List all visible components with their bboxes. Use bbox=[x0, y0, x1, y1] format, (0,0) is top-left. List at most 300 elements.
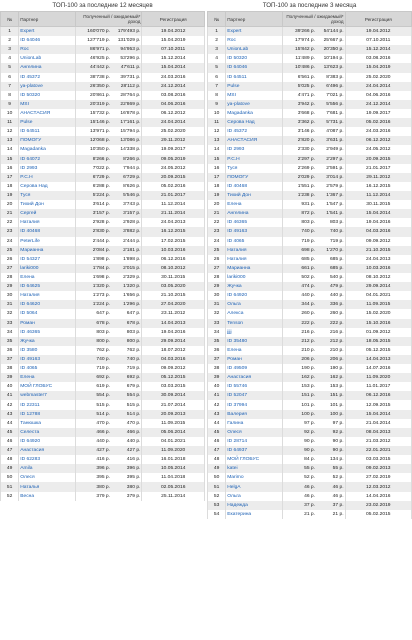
rank-cell: 26 bbox=[208, 255, 226, 264]
partner-link[interactable]: ID 37994 bbox=[226, 400, 283, 409]
registration-date: 08.10.2012 bbox=[345, 273, 411, 282]
registration-date: 04.06.2016 bbox=[142, 100, 205, 109]
received-income: 740 p. bbox=[96, 356, 110, 362]
partner-link[interactable]: ID 40468 bbox=[226, 182, 283, 191]
expected-income: 479 p. bbox=[329, 284, 344, 290]
rank-cell: 49 bbox=[1, 464, 19, 473]
expected-income: 466 p. bbox=[126, 429, 141, 435]
expected-income: 47'611 p. bbox=[120, 65, 141, 71]
received-income: 762 p. bbox=[96, 347, 110, 353]
partner-link[interactable]: ID 4065 bbox=[19, 364, 76, 373]
rank-cell: 12 bbox=[1, 127, 19, 136]
partner-link[interactable]: ID 22311 bbox=[19, 400, 76, 409]
received-income: 470 p. bbox=[96, 420, 110, 426]
partner-link[interactable]: Анастасия bbox=[19, 446, 76, 455]
table-row bbox=[1, 100, 205, 109]
received-income: 2'297 p. bbox=[297, 156, 315, 162]
registration-date: 24.03.2016 bbox=[142, 73, 205, 82]
expected-income: 719 p. bbox=[329, 238, 344, 244]
partner-link[interactable]: Олеся bbox=[226, 428, 283, 437]
table-row bbox=[208, 437, 412, 446]
rank-cell: 21 bbox=[208, 209, 226, 218]
table-row bbox=[1, 145, 205, 154]
expected-income: 46 p. bbox=[332, 493, 344, 499]
partner-link[interactable]: Марианна bbox=[19, 246, 76, 255]
expected-income: 5'731 p. bbox=[326, 120, 344, 126]
partner-link[interactable]: Roc bbox=[226, 36, 283, 45]
income-cell bbox=[76, 191, 142, 200]
partner-link[interactable]: jjjj bbox=[226, 328, 283, 337]
rank-cell: 8 bbox=[1, 91, 19, 100]
expected-income: 803 p. bbox=[126, 329, 141, 335]
registration-date: 24.04.2013 bbox=[345, 255, 411, 264]
partner-link[interactable]: Ангелина bbox=[19, 63, 76, 72]
income-cell bbox=[76, 355, 142, 364]
partner-link[interactable]: MSI bbox=[226, 91, 283, 100]
rank-cell: 2 bbox=[208, 36, 226, 45]
registration-date: 29.11.2012 bbox=[345, 173, 411, 182]
rank-cell: 31 bbox=[208, 300, 226, 309]
rank-cell: 17 bbox=[1, 173, 19, 182]
expected-income: 22'869 p. bbox=[120, 101, 141, 107]
partner-link[interactable]: Наталья bbox=[19, 482, 76, 491]
income-cell bbox=[283, 501, 346, 510]
partner-link[interactable]: ID 49509 bbox=[226, 364, 283, 373]
registration-date: 11.12.2014 bbox=[345, 191, 411, 200]
partner-link[interactable]: Весна bbox=[19, 492, 76, 501]
partner-link[interactable]: ID 35480 bbox=[226, 337, 283, 346]
income-cell bbox=[283, 319, 346, 328]
expected-income: 53'296 p. bbox=[120, 56, 141, 62]
table-row bbox=[208, 273, 412, 282]
partner-link[interactable]: Серова Над bbox=[226, 118, 283, 127]
partner-link[interactable]: Magadanka bbox=[226, 109, 283, 118]
partner-link[interactable]: Наталия bbox=[226, 255, 283, 264]
table-row bbox=[1, 355, 205, 364]
rank-cell: 45 bbox=[1, 428, 19, 437]
table-row bbox=[208, 191, 412, 200]
partner-link[interactable]: Олеся bbox=[19, 473, 76, 482]
partner-link[interactable]: ID 64620 bbox=[19, 300, 76, 309]
partner-link[interactable]: Алекса bbox=[226, 309, 283, 318]
top100-3-months-panel bbox=[207, 0, 412, 519]
table-row bbox=[208, 27, 412, 37]
partner-link[interactable]: Ангелина bbox=[226, 209, 283, 218]
registration-date: 16.12.2015 bbox=[142, 227, 205, 236]
partner-link[interactable]: ID 28714 bbox=[226, 437, 283, 446]
registration-date: 22.01.2021 bbox=[345, 446, 411, 455]
rank-cell: 37 bbox=[1, 355, 19, 364]
income-cell bbox=[283, 492, 346, 501]
ranking-table-12-months bbox=[0, 11, 205, 501]
rank-cell: 40 bbox=[208, 382, 226, 391]
partner-link[interactable]: ID 64072 bbox=[19, 155, 76, 164]
partner-link[interactable]: Pulse bbox=[19, 118, 76, 127]
received-income: 3'668 p. bbox=[297, 111, 315, 117]
table-row bbox=[208, 63, 412, 72]
received-income: 190 p. bbox=[301, 366, 315, 372]
registration-date: 18.05.2015 bbox=[345, 337, 411, 346]
registration-date: 24.04.2014 bbox=[345, 82, 411, 91]
received-income: 396 p. bbox=[96, 466, 110, 472]
table-row bbox=[208, 382, 412, 391]
partner-link[interactable]: Жучка bbox=[226, 282, 283, 291]
table-row bbox=[208, 510, 412, 519]
received-income: 15'146 p. bbox=[90, 120, 110, 126]
partner-link[interactable]: Анастасия bbox=[226, 373, 283, 382]
table-row bbox=[208, 482, 412, 491]
partner-link[interactable]: Роман bbox=[226, 355, 283, 364]
rank-cell: 11 bbox=[208, 118, 226, 127]
income-cell bbox=[283, 473, 346, 482]
received-income: 162 p. bbox=[301, 375, 315, 381]
partner-link[interactable]: P.C.H bbox=[19, 173, 76, 182]
registration-date: 29.11.2012 bbox=[142, 136, 205, 145]
registration-date: 24.05.2012 bbox=[345, 145, 411, 154]
partner-link[interactable]: ПОМОГУ bbox=[226, 173, 283, 182]
received-income: 100 p. bbox=[301, 411, 315, 417]
expected-income: 6'496 p. bbox=[326, 83, 344, 89]
table-row bbox=[1, 446, 205, 455]
received-income: 619 p. bbox=[96, 384, 110, 390]
partner-link[interactable]: Тихий Дон bbox=[226, 191, 283, 200]
registration-date: 03.05.2020 bbox=[142, 282, 205, 291]
received-income: 872 p. bbox=[301, 211, 315, 217]
rank-cell: 29 bbox=[1, 282, 19, 291]
rank-cell: 50 bbox=[1, 473, 19, 482]
partner-link[interactable]: Magadanka bbox=[19, 145, 76, 154]
partner-link[interactable]: ID 50320 bbox=[19, 91, 76, 100]
partner-link[interactable]: ID 40468 bbox=[19, 227, 76, 236]
partner-link[interactable]: Жучка bbox=[19, 337, 76, 346]
table-row bbox=[1, 237, 205, 246]
table-row bbox=[1, 54, 205, 63]
income-cell bbox=[76, 319, 142, 328]
table-row bbox=[208, 155, 412, 164]
registration-date: 24.12.2014 bbox=[345, 100, 411, 109]
partner-link[interactable]: ID 46365 bbox=[19, 328, 76, 337]
table-row bbox=[1, 63, 205, 72]
income-cell bbox=[283, 291, 346, 300]
partner-link[interactable]: Серова Над bbox=[19, 182, 76, 191]
income-cell bbox=[76, 82, 142, 91]
table-row bbox=[1, 391, 205, 400]
registration-date: 25.02.2020 bbox=[142, 127, 205, 136]
partner-link[interactable]: ID 52047 bbox=[226, 391, 283, 400]
partner-link[interactable]: Надежда bbox=[226, 501, 283, 510]
partner-link[interactable]: ID 64046 bbox=[19, 36, 76, 45]
income-cell bbox=[76, 200, 142, 209]
partner-link[interactable]: ID 3580 bbox=[19, 346, 76, 355]
partner-link[interactable]: ya-platove bbox=[226, 100, 283, 109]
rank-cell: 10 bbox=[208, 109, 226, 118]
partner-link[interactable]: Наталия bbox=[226, 246, 283, 255]
partner-link[interactable]: Валерия bbox=[226, 410, 283, 419]
partner-link[interactable]: ID 49163 bbox=[19, 355, 76, 364]
received-income: 3'614 p. bbox=[92, 202, 110, 208]
partner-link[interactable]: ID 64920 bbox=[226, 291, 283, 300]
expected-income: 416 p. bbox=[126, 457, 141, 463]
rank-cell: 19 bbox=[1, 191, 19, 200]
partner-link[interactable]: Ольга bbox=[226, 300, 283, 309]
partner-link[interactable]: MSI bbox=[19, 100, 76, 109]
expected-income: 28'112 p. bbox=[120, 83, 141, 89]
partner-link[interactable]: ID 64511 bbox=[19, 127, 76, 136]
received-income: 216 p. bbox=[301, 329, 315, 335]
expected-income: 222 p. bbox=[329, 320, 344, 326]
rank-cell: 43 bbox=[208, 410, 226, 419]
table-row bbox=[1, 155, 205, 164]
partner-link[interactable]: Екатерина bbox=[226, 510, 283, 519]
expected-income: 685 p. bbox=[329, 265, 344, 271]
received-income: 90 p. bbox=[304, 448, 315, 454]
partner-link[interactable]: Елена bbox=[19, 273, 76, 282]
income-cell bbox=[283, 346, 346, 355]
rank-cell: 1 bbox=[1, 27, 19, 37]
expected-income: 37 p. bbox=[332, 502, 344, 508]
partner-link[interactable]: Тихий Дон bbox=[19, 200, 76, 209]
partner-link[interactable]: katei bbox=[226, 464, 283, 473]
registration-date: 11.09.2015 bbox=[345, 300, 411, 309]
partner-link[interactable]: МОЙ ГЛОБУС bbox=[226, 455, 283, 464]
partner-link[interactable]: ID 54327 bbox=[19, 255, 76, 264]
received-income: 55 p. bbox=[304, 466, 315, 472]
partner-link[interactable]: UnionLab bbox=[226, 45, 283, 54]
table-row bbox=[208, 54, 412, 63]
partner-link[interactable]: Roc bbox=[19, 45, 76, 54]
table-row bbox=[208, 428, 412, 437]
registration-date: 21.10.2015 bbox=[142, 291, 205, 300]
partner-link[interactable]: ID 12788 bbox=[19, 410, 76, 419]
registration-date: 30.11.2015 bbox=[142, 273, 205, 282]
partner-link[interactable]: webmaster7 bbox=[19, 391, 76, 400]
received-income: 101 p. bbox=[301, 402, 315, 408]
rank-cell: 28 bbox=[208, 273, 226, 282]
partner-link[interactable]: ID 49163 bbox=[226, 227, 283, 236]
registration-date: 19.04.2016 bbox=[142, 328, 205, 337]
partner-link[interactable]: Туся bbox=[226, 164, 283, 173]
partner-link[interactable]: ID 55746 bbox=[226, 382, 283, 391]
income-cell bbox=[283, 273, 346, 282]
rank-cell: 9 bbox=[208, 100, 226, 109]
partner-link[interactable]: ID 64511 bbox=[226, 73, 283, 82]
received-income: 2'330 p. bbox=[297, 147, 315, 153]
rank-cell: 4 bbox=[208, 54, 226, 63]
partner-link[interactable]: ID 45372 bbox=[19, 73, 76, 82]
registration-date: 21.03.2012 bbox=[345, 437, 411, 446]
expected-income: 2'181 p. bbox=[123, 247, 141, 253]
table-row bbox=[1, 73, 205, 82]
expected-income: 2'949 p. bbox=[326, 147, 344, 153]
registration-date: 21.01.2017 bbox=[345, 164, 411, 173]
registration-date: 17.02.2015 bbox=[142, 237, 205, 246]
received-income: 13'971 p. bbox=[90, 129, 110, 135]
rank-cell: 15 bbox=[208, 155, 226, 164]
received-income: 97 p. bbox=[304, 420, 315, 426]
partner-link[interactable]: P.C.H bbox=[226, 155, 283, 164]
expected-income: 800 p. bbox=[126, 338, 141, 344]
received-income: 554 p. bbox=[96, 393, 110, 399]
rank-cell: 18 bbox=[1, 182, 19, 191]
table-row bbox=[1, 91, 205, 100]
table-header-row bbox=[208, 12, 412, 27]
partner-link[interactable]: ID 50320 bbox=[226, 54, 283, 63]
expected-income: 1'367 p. bbox=[326, 193, 344, 199]
expected-income: 440 p. bbox=[126, 438, 141, 444]
partner-link[interactable]: Ольга bbox=[226, 492, 283, 501]
col-header-partner: Партнер bbox=[226, 12, 283, 27]
rank-cell: 38 bbox=[208, 364, 226, 373]
partner-link[interactable]: Pulse bbox=[226, 82, 283, 91]
expected-income: 3'631 p. bbox=[326, 138, 344, 144]
partner-link[interactable]: МОЙ ГЛОБУС bbox=[19, 382, 76, 391]
income-cell bbox=[76, 246, 142, 255]
col-header-income: Полученный / ожидаемый* доход bbox=[283, 12, 346, 27]
partner-link[interactable]: ID 64937 bbox=[226, 446, 283, 455]
partner-link[interactable]: ID 64625 bbox=[19, 282, 76, 291]
registration-date: 01.09.2012 bbox=[345, 328, 411, 337]
received-income: 1'784 p. bbox=[92, 265, 110, 271]
partner-link[interactable]: ID 4065 bbox=[226, 237, 283, 246]
registration-date: 06.12.2012 bbox=[345, 136, 411, 145]
expected-income: 179'493 p. bbox=[117, 29, 141, 35]
partner-link[interactable]: ID 64046 bbox=[226, 63, 283, 72]
registration-date: 05.02.2016 bbox=[142, 182, 205, 191]
registration-date: 15.04.2014 bbox=[345, 410, 411, 419]
partner-link[interactable]: Марианна bbox=[226, 264, 283, 273]
income-cell bbox=[76, 328, 142, 337]
table-row bbox=[1, 319, 205, 328]
rank-cell: 42 bbox=[208, 400, 226, 409]
income-cell bbox=[283, 182, 346, 191]
expected-income: 54'144 p. bbox=[323, 29, 344, 35]
partner-link[interactable]: ID 5064 bbox=[19, 309, 76, 318]
partner-link[interactable]: Роман bbox=[19, 319, 76, 328]
received-income: 678 p. bbox=[96, 320, 110, 326]
registration-date: 14.07.2016 bbox=[345, 364, 411, 373]
partner-link[interactable]: Expert bbox=[226, 27, 283, 37]
partner-link[interactable]: Наталия bbox=[19, 291, 76, 300]
table-row bbox=[1, 437, 205, 446]
partner-link[interactable]: Туся bbox=[19, 191, 76, 200]
income-cell bbox=[283, 45, 346, 54]
partner-link[interactable]: lariki000 bbox=[226, 273, 283, 282]
received-income: 685 p. bbox=[301, 256, 315, 262]
received-income: 379 p. bbox=[96, 493, 110, 499]
received-income: 46 p. bbox=[304, 493, 315, 499]
partner-link[interactable]: АНАСТАСИЯ bbox=[19, 109, 76, 118]
partner-link[interactable]: ID 2993 bbox=[226, 145, 283, 154]
rank-cell: 25 bbox=[208, 246, 226, 255]
received-income: 10'486 p. bbox=[295, 65, 315, 71]
expected-income: 1'547 p. bbox=[326, 202, 344, 208]
received-income: 46'925 p. bbox=[90, 56, 110, 62]
partner-link[interactable]: Наталия bbox=[19, 218, 76, 227]
received-income: 84 p. bbox=[304, 457, 315, 463]
partner-link[interactable]: PeterLife bbox=[19, 237, 76, 246]
partner-link[interactable]: Селеста bbox=[19, 428, 76, 437]
expected-income: 190 p. bbox=[329, 366, 344, 372]
partner-link[interactable]: ya-platove bbox=[19, 82, 76, 91]
table-row bbox=[208, 237, 412, 246]
partner-link[interactable]: Елена bbox=[226, 346, 283, 355]
received-income: 344 p. bbox=[301, 302, 315, 308]
table-row bbox=[208, 36, 412, 45]
rank-cell: 45 bbox=[208, 428, 226, 437]
rank-cell: 18 bbox=[208, 182, 226, 191]
partner-link[interactable]: Amila bbox=[19, 464, 76, 473]
income-cell bbox=[76, 218, 142, 227]
table-row bbox=[208, 346, 412, 355]
table-row bbox=[208, 100, 412, 109]
expected-income: 740 p. bbox=[126, 356, 141, 362]
table-row bbox=[1, 36, 205, 45]
partner-link[interactable]: ID 45372 bbox=[226, 127, 283, 136]
partner-link[interactable]: Marimo bbox=[226, 473, 283, 482]
partner-link[interactable]: HelgA bbox=[226, 482, 283, 491]
registration-date: 10.03.2016 bbox=[345, 264, 411, 273]
partner-link[interactable]: ID 2993 bbox=[19, 164, 76, 173]
table-row bbox=[1, 328, 205, 337]
income-cell bbox=[76, 382, 142, 391]
partner-link[interactable]: UnionLab bbox=[19, 54, 76, 63]
received-income: 2'269 p. bbox=[297, 165, 315, 171]
partner-link[interactable]: ID 64920 bbox=[19, 437, 76, 446]
registration-date: 03.08.2016 bbox=[142, 91, 205, 100]
registration-date: 27.04.2020 bbox=[142, 300, 205, 309]
table-row bbox=[208, 291, 412, 300]
rank-cell: 4 bbox=[1, 54, 19, 63]
partner-link[interactable]: Сергей bbox=[19, 209, 76, 218]
income-cell bbox=[283, 73, 346, 82]
registration-date: 02.05.2016 bbox=[142, 482, 205, 491]
expected-income: 514 p. bbox=[126, 411, 141, 417]
table-row bbox=[208, 118, 412, 127]
partner-link[interactable]: Tenson bbox=[226, 319, 283, 328]
partner-link[interactable]: Елена bbox=[226, 200, 283, 209]
received-income: 3'362 p. bbox=[297, 120, 315, 126]
rank-cell: 23 bbox=[1, 227, 19, 236]
expected-income: 395 p. bbox=[126, 475, 141, 481]
table-row bbox=[208, 337, 412, 346]
expected-income: 1'656 p. bbox=[123, 293, 141, 299]
rank-cell: 48 bbox=[1, 455, 19, 464]
partner-link[interactable]: ПОМОГУ bbox=[19, 136, 76, 145]
expected-income: 5'556 p. bbox=[326, 101, 344, 107]
expected-income: 94'953 p. bbox=[120, 47, 141, 53]
income-cell bbox=[76, 446, 142, 455]
rank-cell: 20 bbox=[1, 200, 19, 209]
partner-link[interactable]: Елена bbox=[19, 373, 76, 382]
partner-link[interactable]: АНАСТАСИЯ bbox=[226, 136, 283, 145]
partner-link[interactable]: Галина bbox=[226, 419, 283, 428]
partner-link[interactable]: lariki000 bbox=[19, 264, 76, 273]
partner-link[interactable]: ID 62283 bbox=[19, 455, 76, 464]
partner-link[interactable]: Expert bbox=[19, 27, 76, 37]
registration-date: 14.04.2016 bbox=[345, 492, 411, 501]
rank-cell: 13 bbox=[208, 136, 226, 145]
income-cell bbox=[283, 391, 346, 400]
received-income: 740 p. bbox=[301, 229, 315, 235]
income-cell bbox=[283, 382, 346, 391]
received-income: 37 p. bbox=[304, 502, 315, 508]
table-row bbox=[1, 464, 205, 473]
table-row bbox=[1, 309, 205, 318]
partner-link[interactable]: Танюшка bbox=[19, 419, 76, 428]
registration-date: 09.09.2012 bbox=[142, 364, 205, 373]
partner-link[interactable]: ID 46365 bbox=[226, 218, 283, 227]
income-cell bbox=[76, 155, 142, 164]
